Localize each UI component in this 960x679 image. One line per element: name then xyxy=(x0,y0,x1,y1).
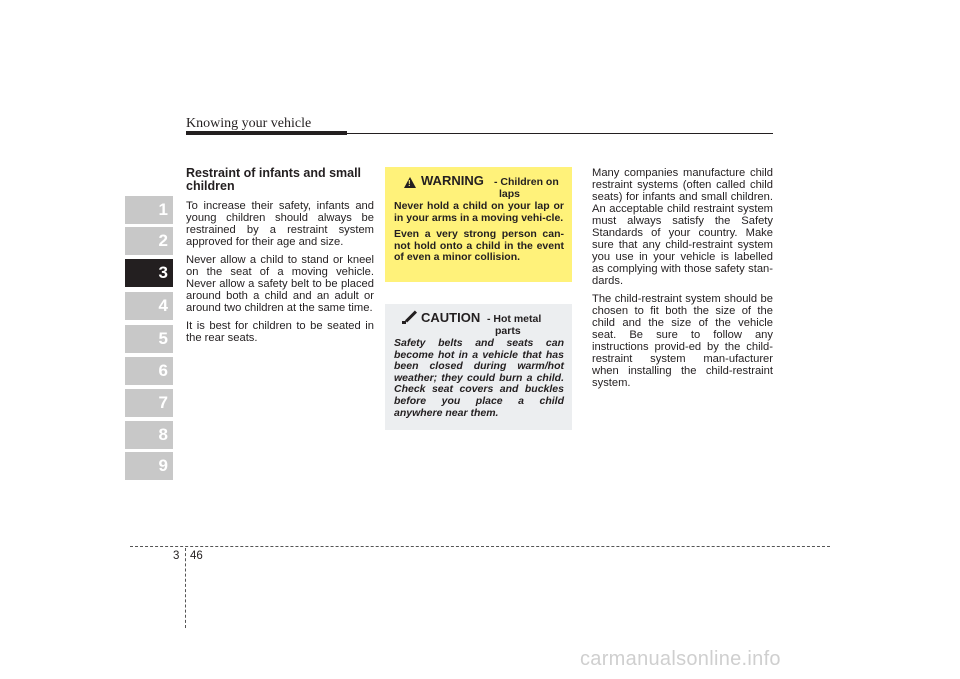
left-column xyxy=(186,167,374,350)
caution-text: Safety belts and seats can become hot in a vehicle that has been closed during warm/hot weather; they could burn a child. Check seat covers and buckles before you place a child anywhere near them. xyxy=(394,337,564,419)
footer-page-number: 46 xyxy=(190,550,203,562)
paragraph: It is best for children to be seated in the rear seats. xyxy=(186,320,374,344)
warning-label: WARNING xyxy=(421,173,484,188)
warning-text: Even a very strong person can-not hold onto a child in the event of even a minor collision. xyxy=(394,228,564,264)
paragraph: Many companies manufacture child restraint systems (often called child seats) for infants and small children. An acceptable child restraint system must always satisfy the Safety Standards of your country. Make sure that any child-restraint system you use in your vehicle is labelled as complying with those safety stan-dards. xyxy=(592,167,773,287)
chapter-tab-8[interactable]: 8 xyxy=(125,421,173,449)
caution-subject-cont: parts xyxy=(495,325,521,337)
paragraph: To increase their safety, infants and young children should always be restrained by a restraint system approved for their age and size. xyxy=(186,200,374,248)
caution-box xyxy=(385,304,572,430)
chapter-tab-4[interactable]: 4 xyxy=(125,292,173,320)
chapter-tab-3[interactable]: 3 xyxy=(125,259,173,287)
caution-icon xyxy=(405,310,417,322)
warning-subject-cont: laps xyxy=(499,188,521,200)
paragraph: The child-restraint system should be chosen to fit both the size of the child and the size of the vehicle seat. Be sure to follow any instructions provid-ed by the child-restraint system man-ufacturer when installing the child-restraint system. xyxy=(592,293,773,389)
header-line xyxy=(186,133,773,134)
warning-box xyxy=(385,167,572,282)
footer-vertical-divider xyxy=(185,548,186,628)
caution-subject: - Hot metal xyxy=(487,313,542,325)
watermark: carmanualsonline.info xyxy=(580,648,781,670)
caution-icon-mark xyxy=(402,321,406,324)
warning-triangle-icon xyxy=(404,177,416,188)
chapter-tab-2[interactable]: 2 xyxy=(125,227,173,255)
warning-text: Never hold a child on your lap or in your arms in a moving vehi-cle. xyxy=(394,200,564,224)
footer-divider xyxy=(130,546,830,547)
header-title: Knowing your vehicle xyxy=(186,116,312,131)
caution-label: CAUTION xyxy=(421,310,481,325)
section-title: Restraint of infants and small children xyxy=(186,166,362,193)
warning-subject: - Children on xyxy=(494,176,559,188)
chapter-tab-6[interactable]: 6 xyxy=(125,357,173,385)
paragraph: Never allow a child to stand or kneel on the seat of a moving vehicle. Never allow a safety belt to be placed around both a child and an adult or around two children at the same time. xyxy=(186,254,374,314)
chapter-tab-5[interactable]: 5 xyxy=(125,325,173,353)
footer-chapter-number: 3 xyxy=(173,550,180,562)
chapter-tab-9[interactable]: 9 xyxy=(125,452,173,480)
chapter-tab-1[interactable]: 1 xyxy=(125,196,173,224)
chapter-tab-7[interactable]: 7 xyxy=(125,389,173,417)
right-column xyxy=(592,167,773,395)
